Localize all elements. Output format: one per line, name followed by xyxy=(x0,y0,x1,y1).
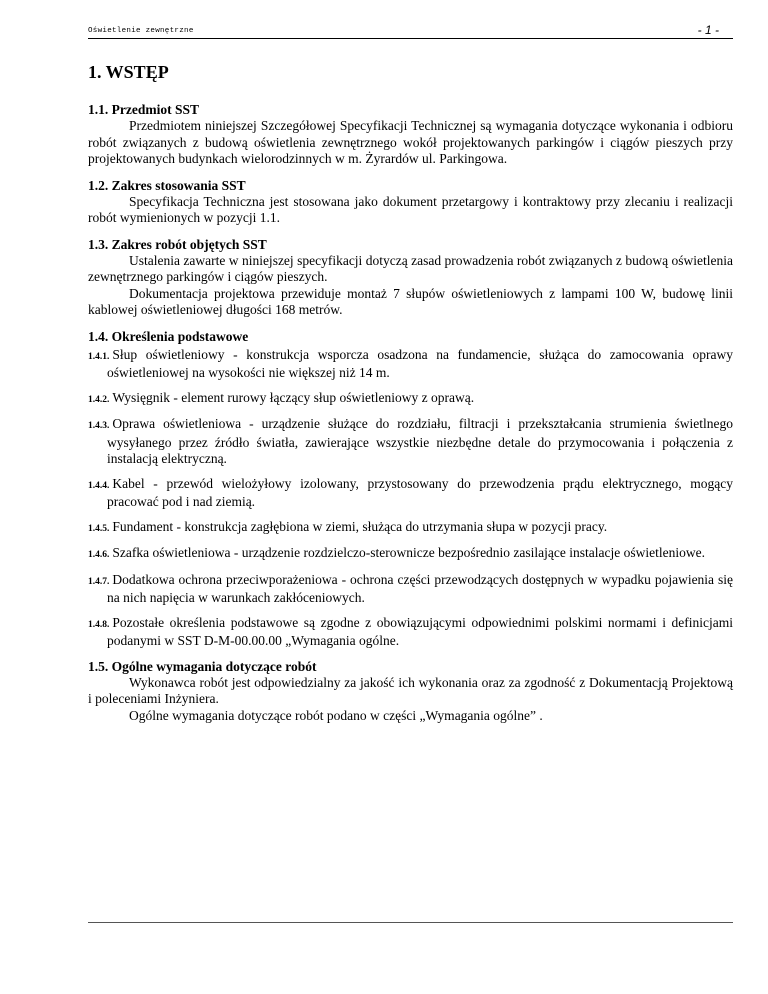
section-1-1-paragraph: Przedmiotem niniejszej Szczegółowej Specyfikacji Technicznej są wymagania dotyczące wykonania i odbioru robót związanych z budową oświetlenia zewnętrznego wokół projektowanych parkingów i ciągów pieszych przy projektowanych budynkach wielorodzinnych w m. Żyrardów ul. Parkingowa. xyxy=(88,118,733,166)
definition-item xyxy=(88,615,733,650)
definition-number: 1.4.6. xyxy=(88,550,110,560)
section-1-5-paragraph: Ogólne wymagania dotyczące robót podano w części „Wymagania ogólne” . xyxy=(129,707,543,723)
section-1-3-paragraph: Dokumentacja projektowa przewiduje montaż 7 słupów oświetleniowych z lampami 100 W, budowę linii kablowej oświetleniowej długości 168 metrów. xyxy=(88,285,733,317)
definition-item xyxy=(88,572,733,607)
section-heading-1-1: 1.1. Przedmiot SST xyxy=(88,102,199,117)
section-heading-1-5: 1.5. Ogólne wymagania dotyczące robót xyxy=(88,658,317,674)
definition-item xyxy=(88,545,733,564)
chapter-heading: 1. WSTĘP xyxy=(88,62,169,82)
definition-item xyxy=(88,416,733,468)
footer-rule xyxy=(88,922,733,923)
definition-number: 1.4.4. xyxy=(88,480,110,491)
definition-number: 1.4.3. xyxy=(88,421,110,431)
section-heading-1-3: 1.3. Zakres robót objętych SST xyxy=(88,236,267,252)
definition-text: Słup oświetleniowy - konstrukcja wsporcza osadzona na fundamencie, służąca do zamocowania oprawy oświetleniowej na wysokości nie większej niż 14 m. xyxy=(107,346,733,380)
header-rule xyxy=(88,38,733,39)
definition-number: 1.4.7. xyxy=(88,576,110,587)
definition-text: Oprawa oświetleniowa - urządzenie służące do rozdziału, filtracji i przekształcania strumienia świetlnego wysyłanego przez źródło światła, zawierające wszystkie niezbędne detale do przymocowania i połączenia z instalacją elektryczną. xyxy=(107,416,733,466)
definition-item xyxy=(88,519,733,538)
definition-number: 1.4.8. xyxy=(88,619,110,630)
header-title: Oświetlenie zewnętrzne xyxy=(88,27,194,35)
definition-item xyxy=(88,390,733,409)
definition-text: Kabel - przewód wielożyłowy izolowany, przystosowany do przewodzenia prądu elektrycznego, mogący pracować pod i nad ziemią. xyxy=(107,475,733,509)
definition-text: Pozostałe określenia podstawowe są zgodne z obowiązującymi odpowiednimi polskimi normami i definicjami podanymi w SST D-M-00.00.00 „Wymagania ogólne. xyxy=(107,614,733,648)
definition-number: 1.4.2. xyxy=(88,394,110,405)
definition-text: Wysięgnik - element rurowy łączący słup oświetleniowy z oprawą. xyxy=(112,389,475,405)
definition-item xyxy=(88,476,733,511)
section-heading-1-4: 1.4. Określenia podstawowe xyxy=(88,328,249,344)
definition-text: Dodatkowa ochrona przeciwporażeniowa - ochrona części przewodzących dostępnych w wypadku pojawienia się na nich napięcia w warunkach zakłóceniowych. xyxy=(107,571,733,605)
definition-text: Szafka oświetleniowa - urządzenie rozdzielczo-sterownicze bezpośrednio zasilające instalacje oświetleniowe. xyxy=(112,545,705,560)
definition-item xyxy=(88,347,733,382)
definition-text: Fundament - konstrukcja zagłębiona w ziemi, służąca do utrzymania słupa w pozycji pracy. xyxy=(112,518,608,534)
definition-number: 1.4.1. xyxy=(88,351,110,362)
document-body xyxy=(88,62,733,724)
section-1-3-paragraph: Ustalenia zawarte w niniejszej specyfikacji dotyczą zasad prowadzenia robót związanych z budową oświetlenia zewnętrznego parkingów i ciągów pieszych. xyxy=(88,252,733,284)
page-number: - 1 - xyxy=(697,23,719,37)
section-heading-1-2: 1.2. Zakres stosowania SST xyxy=(88,177,246,193)
definition-number: 1.4.5. xyxy=(88,523,110,534)
page-header xyxy=(88,22,733,42)
section-1-2-paragraph: Specyfikacja Techniczna jest stosowana jako dokument przetargowy i kontraktowy przy zlecaniu i realizacji robót wymienionych w pozycji 1.1. xyxy=(88,193,733,225)
section-1-5-paragraph: Wykonawca robót jest odpowiedzialny za jakość ich wykonania oraz za zgodność z Dokumentacją Projektową i poleceniami Inżyniera. xyxy=(88,674,733,706)
